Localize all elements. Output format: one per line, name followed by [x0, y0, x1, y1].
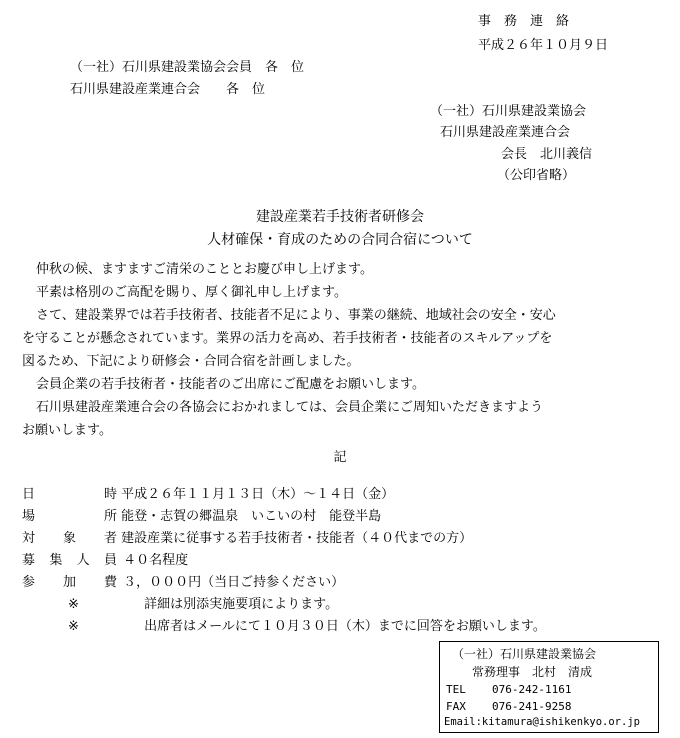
- contact-tel-label: TEL: [446, 683, 466, 696]
- title-line-1: 建設産業若手技術者研修会: [256, 209, 424, 225]
- doc-type: 事 務 連 絡: [478, 14, 570, 29]
- detail-label: 参加費: [22, 575, 117, 590]
- purpose-line-1: さて、建設業界では若手技術者、技能者不足により、事業の継続、地域社会の安全・安心: [36, 308, 556, 323]
- notice-line-1: 石川県建設産業連合会の各協会におかれましては、会員企業にご周知いただきますよう: [36, 400, 544, 415]
- purpose-line-3: 図るため、下記により研修会・合同合宿を計画しました。: [22, 354, 360, 369]
- detail-value: ４０名程度: [123, 553, 189, 568]
- detail-value: 平成２６年１１月１３日（木）～１４日（金）: [121, 487, 395, 502]
- sender-federation: 石川県建設産業連合会: [440, 125, 571, 140]
- title-line-2: 人材確保・育成のための合同合宿について: [207, 232, 473, 248]
- sender-org: （一社）石川県建設業協会: [430, 104, 587, 119]
- contact-person: 常務理事 北村 清成: [472, 665, 593, 679]
- notice-line-2: お願いします。: [22, 423, 112, 438]
- contact-email[interactable]: Email:kitamura@ishikenkyo.or.jp: [444, 716, 640, 728]
- ki-heading: 記: [333, 450, 347, 465]
- contact-box: [439, 641, 659, 733]
- contact-fax-label: FAX: [446, 700, 466, 713]
- detail-place: [22, 506, 381, 528]
- note-2: [68, 616, 546, 638]
- note-text: 詳細は別添実施要項によります。: [144, 597, 339, 612]
- detail-value: ３，０００円（当日ご持参ください）: [123, 575, 345, 590]
- seal-omitted: （公印省略）: [497, 168, 576, 183]
- recipient-2: 石川県建設産業連合会 各 位: [70, 82, 266, 97]
- contact-fax: 076-241-9258: [492, 700, 572, 713]
- note-mark: ※: [68, 619, 79, 634]
- request-para: 会員企業の若手技術者・技能者のご出席にご配慮をお願いします。: [36, 377, 425, 392]
- sender-chair: 会長 北川義信: [501, 147, 593, 162]
- detail-value: 能登・志賀の郷温泉 いこいの村 能登半島: [121, 509, 382, 524]
- detail-capacity: [22, 550, 188, 572]
- purpose-line-2: を守ることが懸念されています。業界の活力を高め、若手技術者・技能者のスキルアップを: [22, 331, 553, 346]
- detail-datetime: [22, 484, 394, 506]
- contact-org: （一社）石川県建設業協会: [452, 647, 597, 661]
- doc-date: 平成２６年１０月９日: [478, 38, 609, 53]
- thanks-para: 平素は格別のご高配を賜り、厚く御礼申し上げます。: [36, 285, 347, 300]
- note-text: 出席者はメールにて１０月３０日（木）までに回答をお願いします。: [144, 619, 546, 634]
- detail-label: 募集人員: [22, 553, 117, 568]
- note-1: [68, 594, 338, 616]
- greeting-para: 仲秋の候、ますますご清栄のこととお慶び申し上げます。: [36, 262, 373, 277]
- detail-target: [22, 528, 472, 550]
- detail-label: 対象者: [22, 531, 117, 546]
- detail-value: 建設産業に従事する若手技術者・技能者（４０代までの方）: [121, 531, 473, 546]
- recipient-1: （一社）石川県建設業協会会員 各 位: [70, 60, 305, 75]
- detail-label: 日 時: [22, 487, 117, 502]
- note-mark: ※: [68, 597, 79, 612]
- detail-label: 場 所: [22, 509, 117, 524]
- contact-tel: 076-242-1161: [492, 683, 572, 696]
- detail-fee: [22, 572, 344, 594]
